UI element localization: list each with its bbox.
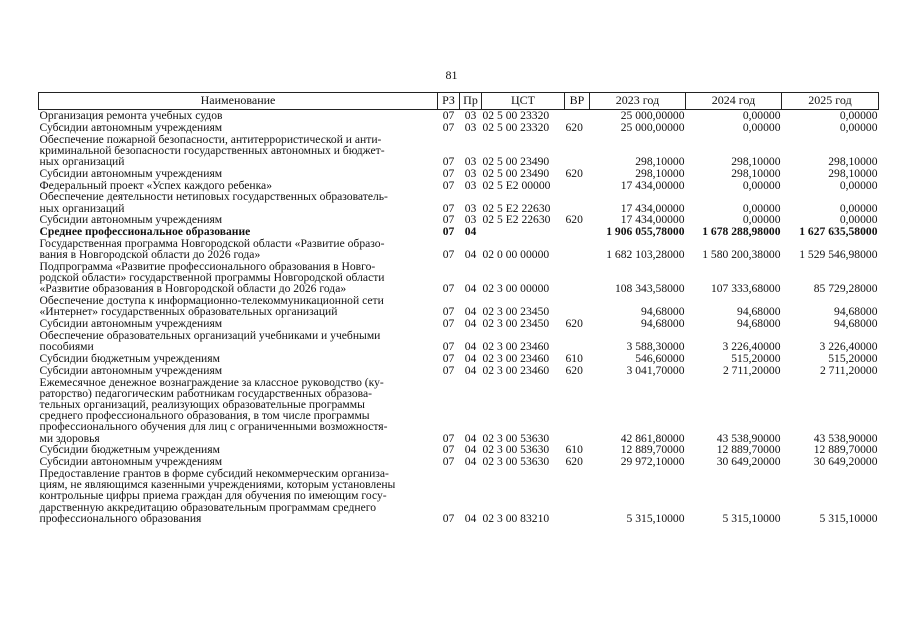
cell-pr: 03 — [464, 178, 477, 192]
page-number: 81 — [445, 68, 458, 82]
cell-name: Организация ремонта учебных судов — [39, 109, 223, 122]
cell-name: Обеспечение доступа к информационно-телекоммуникационной сети «Интернет» государственных образовательных организаций — [39, 294, 384, 319]
cell-2023: 29 972,10000 — [620, 455, 685, 469]
cell-vr — [565, 134, 590, 168]
table-row — [39, 261, 879, 295]
cell-2024: 3 226,40000 — [722, 340, 781, 354]
cell-2025: 85 729,28000 — [813, 282, 878, 296]
cell-rz: 07 — [442, 511, 455, 525]
cell-2025: 1 529 546,98000 — [799, 248, 878, 262]
cell-2024: 5 315,10000 — [722, 511, 781, 525]
cell-pr: 03 — [464, 155, 477, 168]
cell-2023: 1 906 055,78000 — [606, 225, 685, 239]
cell-2023: 94,68000 — [641, 317, 685, 331]
table-row — [39, 353, 879, 365]
header-cst: ЦСТ — [482, 93, 565, 110]
cell-2023: 17 434,00000 — [620, 178, 685, 192]
cell-pr: 04 — [464, 282, 477, 296]
cell-2024: 0,00000 — [742, 109, 781, 122]
cell-vr — [565, 226, 590, 238]
cell-cst: 02 3 00 23460 — [482, 363, 550, 377]
cell-pr: 04 — [464, 317, 477, 331]
cell-pr: 04 — [464, 511, 477, 525]
table-row — [39, 365, 879, 377]
cell-rz: 07 — [442, 340, 455, 354]
cell-2023: 17 434,00000 — [620, 213, 685, 227]
cell-2024: 1 580 200,38000 — [702, 248, 781, 262]
header-rz: РЗ — [438, 93, 460, 110]
cell-name: Предоставление грантов в форме субсидий некоммерческим организа- циям, не являющимся казенными учреждениями, которым установлены контрольные цифры приема граждан для обучения по имеющим госу- дарственную аккредитацию образовательным программам среднего профессионального образования — [39, 466, 396, 525]
cell-rz: 07 — [442, 431, 455, 445]
cell-rz: 07 — [442, 317, 455, 331]
cell-name: Субсидии автономным учреждениям — [39, 317, 223, 331]
cell-2024: 43 538,90000 — [716, 431, 781, 445]
cell-rz: 07 — [442, 351, 455, 365]
table-row — [39, 468, 879, 525]
cell-2025: 0,00000 — [839, 120, 878, 134]
cell-vr: 620 — [565, 213, 583, 227]
cell-2023: 25 000,00000 — [620, 109, 685, 122]
cell-pr: 04 — [464, 225, 477, 239]
cell-name: Субсидии автономным учреждениям — [39, 455, 223, 469]
cell-2025: 0,00000 — [839, 201, 878, 215]
cell-pr: 03 — [464, 201, 477, 215]
cell-2023: 5 315,10000 — [626, 511, 685, 525]
cell-2024: 298,10000 — [731, 155, 781, 168]
table-row — [39, 110, 879, 122]
cell-vr: 620 — [565, 120, 583, 134]
header-2025: 2025 год — [782, 93, 879, 110]
cell-cst: 02 5 Е2 00000 — [482, 178, 551, 192]
cell-pr: 04 — [464, 351, 477, 365]
cell-2023: 298,10000 — [635, 166, 685, 180]
cell-2023: 25 000,00000 — [620, 120, 685, 134]
cell-rz: 07 — [442, 443, 455, 457]
cell-pr: 04 — [464, 248, 477, 262]
budget-table — [38, 92, 879, 525]
cell-vr — [565, 468, 590, 525]
cell-2024: 2 711,20000 — [722, 363, 781, 377]
cell-cst: 02 5 00 23320 — [482, 120, 550, 134]
cell-2023: 298,10000 — [635, 155, 685, 168]
cell-2025: 298,10000 — [828, 166, 878, 180]
table-body — [39, 110, 879, 525]
header-2024: 2024 год — [686, 93, 782, 110]
cell-cst: 02 5 00 23320 — [482, 109, 550, 122]
cell-2024: 107 333,68000 — [710, 282, 781, 296]
cell-vr: 620 — [565, 363, 583, 377]
cell-vr — [565, 330, 590, 353]
cell-pr: 03 — [464, 109, 477, 122]
table-row — [39, 168, 879, 180]
header-pr: Пр — [460, 93, 482, 110]
cell-cst: 02 3 00 23460 — [482, 340, 550, 354]
cell-vr — [565, 377, 590, 445]
cell-name: Обеспечение деятельности нетиповых государственных образователь- ных организаций — [39, 190, 388, 215]
cell-vr — [565, 295, 590, 318]
cell-vr: 620 — [565, 455, 583, 469]
cell-cst: 02 5 00 23490 — [482, 155, 550, 168]
cell-vr — [565, 110, 590, 122]
cell-vr — [565, 191, 590, 214]
table-header-row — [39, 93, 879, 110]
cell-rz: 07 — [442, 248, 455, 262]
cell-2024: 515,20000 — [731, 351, 781, 365]
header-vr: ВР — [565, 93, 590, 110]
cell-vr — [565, 238, 590, 261]
header-2023: 2023 год — [590, 93, 686, 110]
cell-vr: 610 — [565, 351, 583, 365]
cell-2025: 0,00000 — [839, 213, 878, 227]
cell-name: Государственная программа Новгородской области «Развитие образо- вания в Новгородской области до 2026 года» — [39, 236, 385, 262]
cell-name: Субсидии бюджетным учреждениям — [39, 351, 220, 365]
cell-rz: 07 — [442, 305, 455, 319]
cell-2025: 2 711,20000 — [819, 363, 878, 377]
cell-name: Среднее профессиональное образование — [39, 225, 251, 239]
cell-2023: 17 434,00000 — [620, 201, 685, 215]
table-row — [39, 330, 879, 353]
cell-cst: 02 3 00 83210 — [482, 511, 550, 525]
cell-rz: 07 — [442, 166, 455, 180]
cell-2025: 94,68000 — [834, 317, 878, 331]
table-row — [39, 377, 879, 445]
cell-2024: 94,68000 — [737, 317, 781, 331]
cell-name: Субсидии автономным учреждениям — [39, 120, 223, 134]
cell-2025: 0,00000 — [839, 109, 878, 122]
cell-2023: 108 343,58000 — [614, 282, 685, 296]
cell-vr — [565, 180, 590, 192]
cell-2023: 3 588,30000 — [626, 340, 685, 354]
table-row — [39, 122, 879, 134]
cell-cst: 02 3 00 53630 — [482, 455, 550, 469]
cell-cst: 02 3 00 53630 — [482, 431, 550, 445]
cell-rz: 07 — [442, 282, 455, 296]
cell-rz: 07 — [442, 109, 455, 122]
cell-2025: 12 889,70000 — [813, 443, 878, 457]
cell-2024: 0,00000 — [742, 120, 781, 134]
cell-rz: 07 — [442, 363, 455, 377]
cell-pr: 04 — [464, 340, 477, 354]
cell-name: Федеральный проект «Успех каждого ребенка» — [39, 178, 273, 192]
cell-2024: 94,68000 — [737, 305, 781, 319]
cell-cst — [482, 226, 565, 238]
cell-vr: 620 — [565, 317, 583, 331]
cell-2025: 515,20000 — [828, 351, 878, 365]
cell-pr: 04 — [464, 363, 477, 377]
cell-cst: 02 0 00 00000 — [482, 248, 550, 262]
cell-name: Субсидии автономным учреждениям — [39, 363, 223, 377]
cell-2025: 30 649,20000 — [813, 455, 878, 469]
cell-pr: 03 — [464, 120, 477, 134]
cell-2025: 5 315,10000 — [819, 511, 878, 525]
cell-2023: 546,60000 — [635, 351, 685, 365]
cell-pr: 04 — [464, 431, 477, 445]
cell-name: Субсидии бюджетным учреждениям — [39, 443, 220, 457]
cell-cst: 02 3 00 53630 — [482, 443, 550, 457]
cell-pr: 04 — [464, 305, 477, 319]
cell-name: Подпрограмма «Развитие профессионального образования в Новго- родской области» государственной программы Новгородской области «Развитие образования в Новгородской области до 2026 года» — [39, 259, 385, 296]
cell-cst: 02 3 00 23460 — [482, 351, 550, 365]
cell-2024: 0,00000 — [742, 201, 781, 215]
cell-name: Ежемесячное денежное вознаграждение за классное руководство (ку- раторство) педагогическим работникам государственных образова- тельных организаций, реализующих образовательные программы среднего профессионального образования, в том числе программы профессионального обучения для лиц с ограниченными возможностя- ми здоровья — [39, 375, 388, 445]
cell-rz: 07 — [442, 225, 455, 239]
table-row — [39, 134, 879, 168]
cell-vr — [565, 261, 590, 295]
cell-cst: 02 3 00 23450 — [482, 317, 550, 331]
cell-2025: 298,10000 — [828, 155, 878, 168]
cell-rz: 07 — [442, 201, 455, 215]
cell-2024: 1 678 288,98000 — [702, 225, 781, 239]
cell-2023: 12 889,70000 — [620, 443, 685, 457]
cell-2025: 94,68000 — [834, 305, 878, 319]
cell-rz: 07 — [442, 455, 455, 469]
cell-name: Обеспечение пожарной безопасности, антитеррористической и анти- криминальной безопасности государственных автономных и бюджет- ных организаций — [39, 132, 385, 168]
cell-pr: 04 — [464, 455, 477, 469]
cell-name: Субсидии автономным учреждениям — [39, 213, 223, 227]
cell-2024: 12 889,70000 — [716, 443, 781, 457]
cell-2024: 298,10000 — [731, 166, 781, 180]
cell-2025: 3 226,40000 — [819, 340, 878, 354]
cell-pr: 03 — [464, 166, 477, 180]
cell-cst: 02 3 00 23450 — [482, 305, 550, 319]
table-row — [39, 191, 879, 214]
cell-2023: 1 682 103,28000 — [606, 248, 685, 262]
header-name: Наименование — [39, 93, 438, 110]
cell-cst: 02 3 00 00000 — [482, 282, 550, 296]
cell-2025: 43 538,90000 — [813, 431, 878, 445]
cell-rz: 07 — [442, 178, 455, 192]
cell-2024: 0,00000 — [742, 178, 781, 192]
cell-name: Обеспечение образовательных организаций учебниками и учебными пособиями — [39, 328, 381, 354]
table-row — [39, 238, 879, 261]
cell-cst: 02 5 00 23490 — [482, 166, 550, 180]
cell-2024: 0,00000 — [742, 213, 781, 227]
cell-pr: 04 — [464, 443, 477, 457]
cell-vr: 610 — [565, 443, 583, 457]
cell-name: Субсидии автономным учреждениям — [39, 166, 223, 180]
cell-2023: 42 861,80000 — [620, 431, 685, 445]
cell-2023: 94,68000 — [641, 305, 685, 319]
cell-2024: 30 649,20000 — [716, 455, 781, 469]
cell-2025: 1 627 635,58000 — [799, 225, 878, 239]
cell-2023: 3 041,70000 — [626, 363, 685, 377]
cell-pr: 03 — [464, 213, 477, 227]
cell-2025: 0,00000 — [839, 178, 878, 192]
cell-rz: 07 — [442, 155, 455, 168]
cell-cst: 02 5 Е2 22630 — [482, 201, 551, 215]
cell-rz: 07 — [442, 213, 455, 227]
cell-rz: 07 — [442, 120, 455, 134]
cell-cst: 02 5 Е2 22630 — [482, 213, 551, 227]
table-row — [39, 295, 879, 318]
cell-vr: 620 — [565, 166, 583, 180]
